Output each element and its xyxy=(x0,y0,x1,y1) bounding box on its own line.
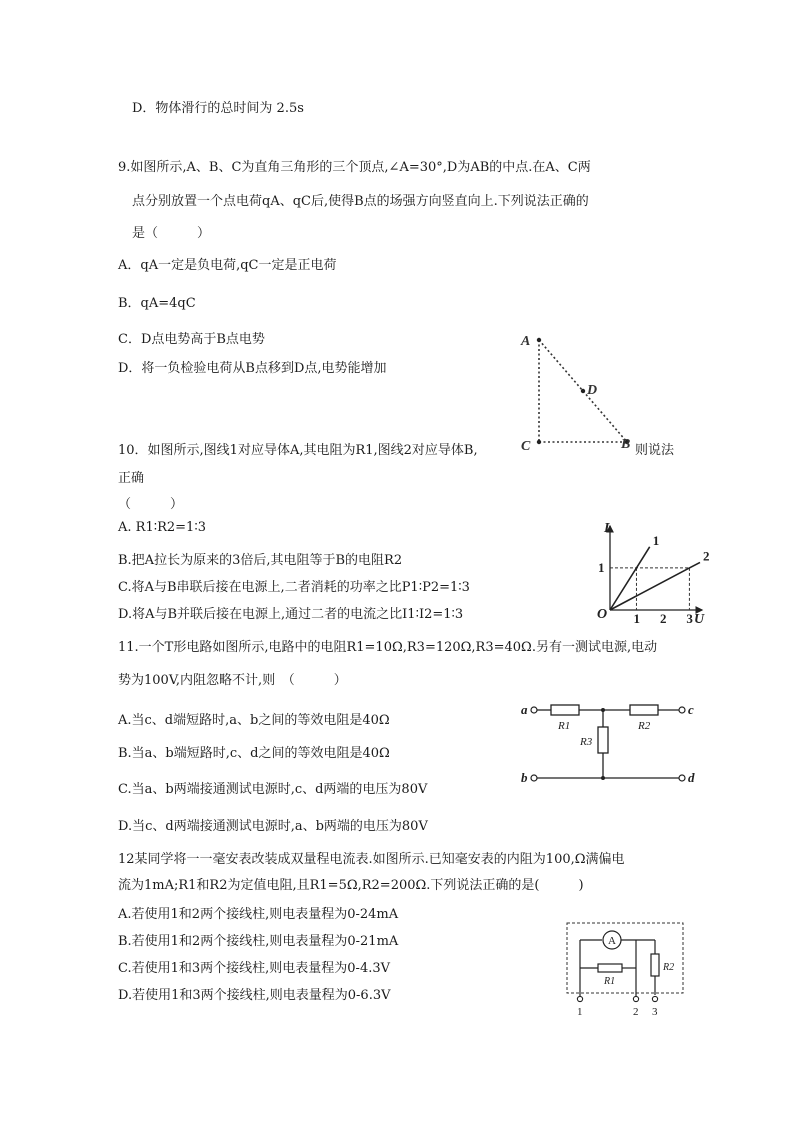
q11-resistor-r3 xyxy=(598,727,608,753)
q10-origin-label: O xyxy=(597,607,608,622)
q11-resistor-r2 xyxy=(630,705,658,715)
q10-y-tick-label: 1 xyxy=(598,559,605,575)
q10-series-2-line xyxy=(610,562,700,610)
q11-terminal-b xyxy=(531,775,537,781)
q11-option-a: A.当c、d端短路时,a、b之间的等效电阻是40Ω xyxy=(118,713,390,728)
q10-stem-line3: （ ） xyxy=(118,497,184,512)
q9-stem-line3: 是（ ） xyxy=(132,226,211,241)
q10-iu-chart xyxy=(590,520,720,625)
q12-label-terminal-3: 3 xyxy=(652,1006,658,1018)
q11-label-r2: R2 xyxy=(638,720,651,732)
q12-stem-line1: 12某同学将一一毫安表改装成双量程电流表.如图所示.已知毫安表的内阻为100,Ω满偏电 xyxy=(118,852,625,867)
q11-stem-line1: 11.一个T形电路如图所示,电路中的电阻R1=10Ω,R3=120Ω,R3=40Ω.另有一测试电源,电动 xyxy=(118,640,658,655)
q12-resistor-r2 xyxy=(651,954,659,976)
q9-label-d: D xyxy=(587,383,598,398)
q12-option-d: D.若使用1和3两个接线柱,则电表量程为0-6.3V xyxy=(118,988,391,1003)
q10-x-tick-label: 3 xyxy=(686,611,693,626)
q11-option-b: B.当a、b端短路时,c、d之间的等效电阻是40Ω xyxy=(118,746,390,761)
q11-terminal-d xyxy=(679,775,685,781)
q12-dashed-box xyxy=(567,923,683,993)
q11-option-d: D.当c、d两端接通测试电源时,a、b两端的电压为80V xyxy=(118,819,428,834)
q10-option-b: B.把A拉长为原来的3倍后,其电阻等于B的电阻R2 xyxy=(118,553,403,568)
q11-t-circuit xyxy=(518,696,708,788)
q9-point-c xyxy=(537,440,541,444)
q10-option-c: C.将A与B串联后接在电源上,二者消耗的功率之比P1∶P2=1∶3 xyxy=(118,580,470,595)
q9-option-a: A．qA一定是负电荷,qC一定是正电荷 xyxy=(118,258,337,273)
q10-y-axis-label: I xyxy=(604,521,610,536)
q10-x-tick-label: 2 xyxy=(659,611,667,626)
q10-stem-line2: 正确 xyxy=(118,471,145,486)
q10-option-d: D.将A与B并联后接在电源上,通过二者的电流之比I1∶I2=1∶3 xyxy=(118,607,464,622)
q9-stem-line2: 点分别放置一个点电荷qA、qC后,使得B点的场强方向竖直向上.下列说法正确的 xyxy=(132,194,589,209)
q9-option-b: B．qA=4qC xyxy=(118,296,196,311)
q11-terminal-c xyxy=(679,707,685,713)
q10-option-a: A. R1∶R2=1∶3 xyxy=(118,520,206,535)
q12-terminal-1 xyxy=(577,996,582,1001)
q9-option-d: D．将一负检验电荷从B点移到D点,电势能增加 xyxy=(118,361,387,376)
q11-label-r1: R1 xyxy=(558,720,571,732)
q9-label-b: B xyxy=(621,437,631,452)
q11-label-r3: R3 xyxy=(580,736,593,748)
q12-stem-line2: 流为1mA;R1和R2为定值电阻,且R1=5Ω,R2=200Ω.下列说法正确的是( ) xyxy=(118,878,584,893)
q12-resistor-r1 xyxy=(598,964,622,972)
q11-label-c: c xyxy=(688,702,694,717)
q12-label-r2: R2 xyxy=(663,962,675,973)
q9-point-d xyxy=(581,389,585,393)
q10-series-1-line xyxy=(610,547,650,610)
q12-option-c: C.若使用1和3两个接线柱,则电表量程为0-4.3V xyxy=(118,961,391,976)
q10-stem-line1: 10．如图所示,图线1对应导体A,其电阻为R1,图线2对应导体B, xyxy=(118,443,478,458)
q9-option-c: C．D点电势高于B点电势 xyxy=(118,332,265,347)
q11-option-c: C.当a、b两端接通测试电源时,c、d两端的电压为80V xyxy=(118,782,428,797)
q9-label-a: A xyxy=(521,334,531,349)
q11-resistor-r1 xyxy=(551,705,579,715)
q9-triangle-figure xyxy=(515,330,675,455)
q11-terminal-a xyxy=(531,707,537,713)
q12-option-a: A.若使用1和2两个接线柱,则电表量程为0-24mA xyxy=(118,907,399,922)
q12-ammeter-circuit xyxy=(566,922,686,1020)
q10-series-1-label: 1 xyxy=(652,532,660,548)
q12-terminal-2 xyxy=(633,996,638,1001)
q12-meter-label: A xyxy=(608,935,616,947)
q12-option-b: B.若使用1和2两个接线柱,则电表量程为0-21mA xyxy=(118,934,399,949)
q12-terminal-3 xyxy=(652,996,657,1001)
q10-stem-line1-tail: 则说法 xyxy=(635,443,675,458)
q10-x-axis-label: U xyxy=(694,612,705,627)
q11-label-d: d xyxy=(688,770,695,785)
q8-option-d: D．物体滑行的总时间为 2.5s xyxy=(132,101,304,116)
q12-label-terminal-2: 2 xyxy=(633,1006,639,1018)
q9-point-a xyxy=(537,338,541,342)
q10-series-2-label: 2 xyxy=(703,548,710,564)
q11-label-b: b xyxy=(521,770,528,785)
q11-label-a: a xyxy=(521,702,528,717)
q12-label-r1: R1 xyxy=(604,976,616,987)
q12-label-terminal-1: 1 xyxy=(577,1006,583,1018)
q9-label-c: C xyxy=(521,439,531,454)
q9-stem-line1: 9.如图所示,A、B、C为直角三角形的三个顶点,∠A=30°,D为AB的中点.在A、C两 xyxy=(118,160,591,175)
q10-x-tick-label: 1 xyxy=(633,611,640,626)
q11-stem-line2: 势为100V,内阻忽略不计,则 （ ） xyxy=(118,673,347,688)
